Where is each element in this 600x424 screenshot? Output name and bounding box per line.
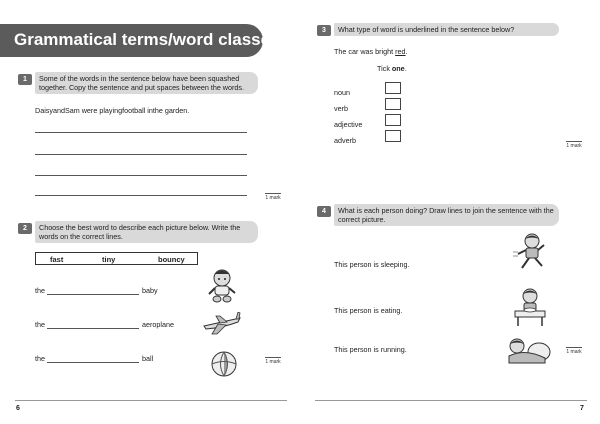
underlined-word: red (395, 47, 406, 56)
sentence-end: . (405, 47, 408, 56)
running-child-picture (512, 232, 548, 272)
q2-row-1-prefix: the (35, 286, 45, 295)
mark-label-q4: 1 mark (566, 349, 582, 355)
option-label-adjective: adjective (334, 120, 363, 129)
q2-answer-line-3[interactable] (47, 362, 139, 363)
aeroplane-picture (202, 312, 242, 336)
q2-row-2-suffix: aeroplane (142, 320, 174, 329)
question-number-1: 1 (18, 74, 32, 85)
baby-picture (205, 268, 239, 304)
word-fast: fast (50, 255, 64, 264)
option-label-verb: verb (334, 104, 348, 113)
q2-row-3-suffix: ball (142, 354, 154, 363)
q2-answer-line-1[interactable] (47, 294, 139, 295)
tick-instruction (377, 64, 407, 73)
page-title: Grammatical terms/word classes (14, 30, 280, 49)
word-tiny: tiny (102, 255, 116, 264)
left-page-footer-rule (15, 400, 287, 401)
right-page-footer-rule (315, 400, 587, 401)
word-bank (35, 252, 198, 265)
q2-row-1-suffix: baby (142, 286, 158, 295)
mark-label-q2: 1 mark (265, 359, 281, 365)
tickbox-adjective[interactable] (385, 114, 401, 126)
sentence-start: The car was bright (334, 47, 396, 56)
question-1-instruction: Some of the words in the sentence below have been squashed together. Copy the sentence and put spaces between the words. (35, 72, 258, 94)
sleeping-child-picture (505, 332, 551, 364)
q2-answer-line-2[interactable] (47, 328, 139, 329)
answer-line-3[interactable] (35, 175, 247, 176)
page-number-right: 7 (580, 405, 584, 412)
question-2-instruction: Choose the best word to describe each picture below. Write the words on the correct lines. (35, 221, 258, 243)
ball-picture (211, 351, 237, 377)
question-number-2: 2 (18, 223, 32, 234)
question-3-sentence (334, 47, 408, 56)
tickbox-verb[interactable] (385, 98, 401, 110)
word-bouncy: bouncy (158, 255, 185, 264)
eating-child-picture (512, 287, 548, 327)
mark-label-q1: 1 mark (265, 195, 281, 201)
sentence-sleeping: This person is sleeping. (334, 260, 410, 269)
tickbox-adverb[interactable] (385, 130, 401, 142)
question-1-sentence: DaisyandSam were playingfootball inthe garden. (35, 106, 190, 115)
sentence-running: This person is running. (334, 345, 407, 354)
question-number-3: 3 (317, 25, 331, 36)
question-4-instruction: What is each person doing? Draw lines to join the sentence with the correct picture. (334, 204, 559, 226)
tick-emphasis: one (391, 64, 405, 73)
tick-suffix: . (404, 64, 407, 73)
tickbox-noun[interactable] (385, 82, 401, 94)
tick-prefix: Tick (377, 64, 392, 73)
question-3-instruction: What type of word is underlined in the sentence below? (334, 23, 559, 36)
q2-row-3-prefix: the (35, 354, 45, 363)
mark-label-q3: 1 mark (566, 143, 582, 149)
q2-row-2-prefix: the (35, 320, 45, 329)
option-label-adverb: adverb (334, 136, 356, 145)
option-label-noun: noun (334, 88, 350, 97)
answer-line-1[interactable] (35, 132, 247, 133)
page-number-left: 6 (16, 405, 20, 412)
sentence-eating: This person is eating. (334, 306, 403, 315)
answer-line-4[interactable] (35, 195, 247, 196)
answer-line-2[interactable] (35, 154, 247, 155)
question-number-4: 4 (317, 206, 331, 217)
